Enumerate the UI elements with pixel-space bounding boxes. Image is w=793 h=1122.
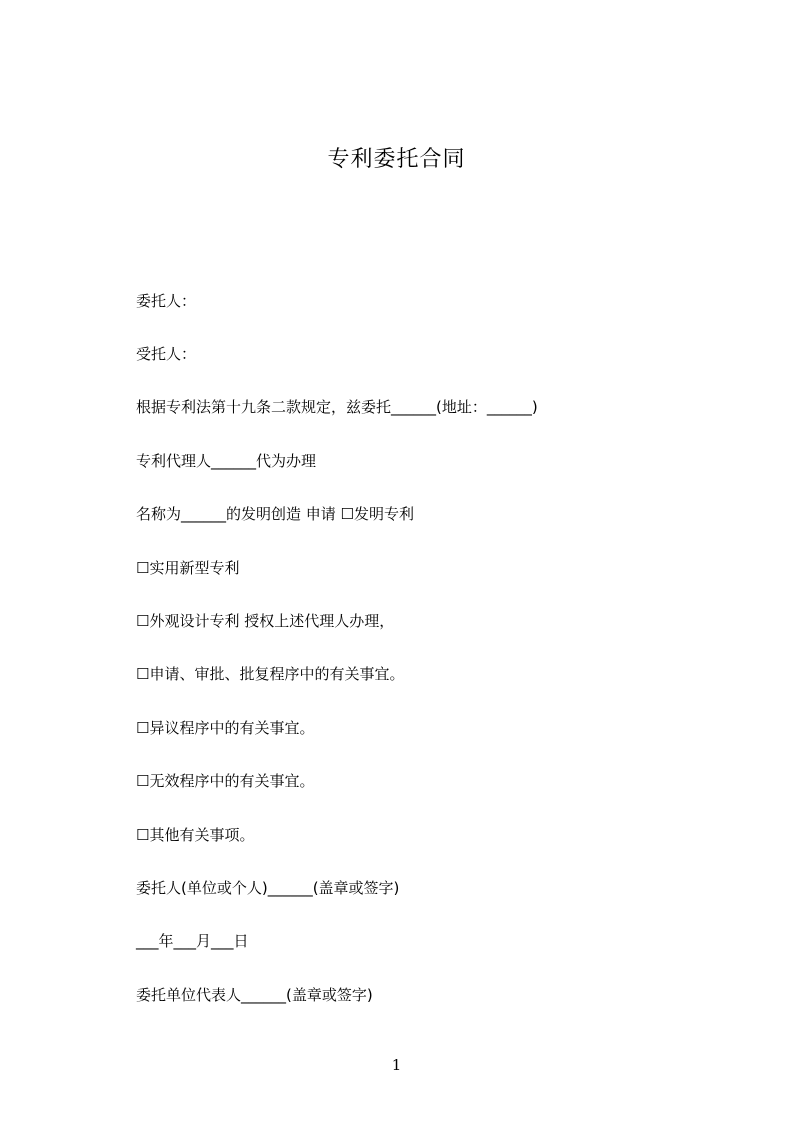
opposition-matters-option: ☐异议程序中的有关事宜。 — [136, 719, 315, 737]
patent-law-clause-line: 根据专利法第十九条二款规定，兹委托______(地址：______) — [136, 398, 538, 416]
invention-name-line: 名称为______的发明创造 申请 ☐发明专利 — [136, 505, 414, 523]
other-matters-option: ☐其他有关事项。 — [136, 826, 255, 844]
document-title: 专利委托合同 — [327, 147, 466, 172]
date-line: ___年___月___日 — [136, 932, 249, 950]
design-patent-option: ☐外观设计专利 授权上述代理人办理， — [136, 612, 395, 630]
client-signature-line: 委托人(单位或个人)______(盖章或签字) — [136, 879, 400, 897]
representative-signature-line: 委托单位代表人______(盖章或签字) — [136, 986, 373, 1004]
utility-model-option: ☐实用新型专利 — [136, 559, 240, 577]
page-number: 1 — [391, 1056, 402, 1074]
patent-agent-line: 专利代理人______代为办理 — [136, 452, 317, 470]
client-line: 委托人： — [136, 292, 197, 310]
application-matters-option: ☐申请、审批、批复程序中的有关事宜。 — [136, 665, 405, 683]
invalidation-matters-option: ☐无效程序中的有关事宜。 — [136, 772, 315, 790]
trustee-line: 受托人： — [136, 345, 197, 363]
